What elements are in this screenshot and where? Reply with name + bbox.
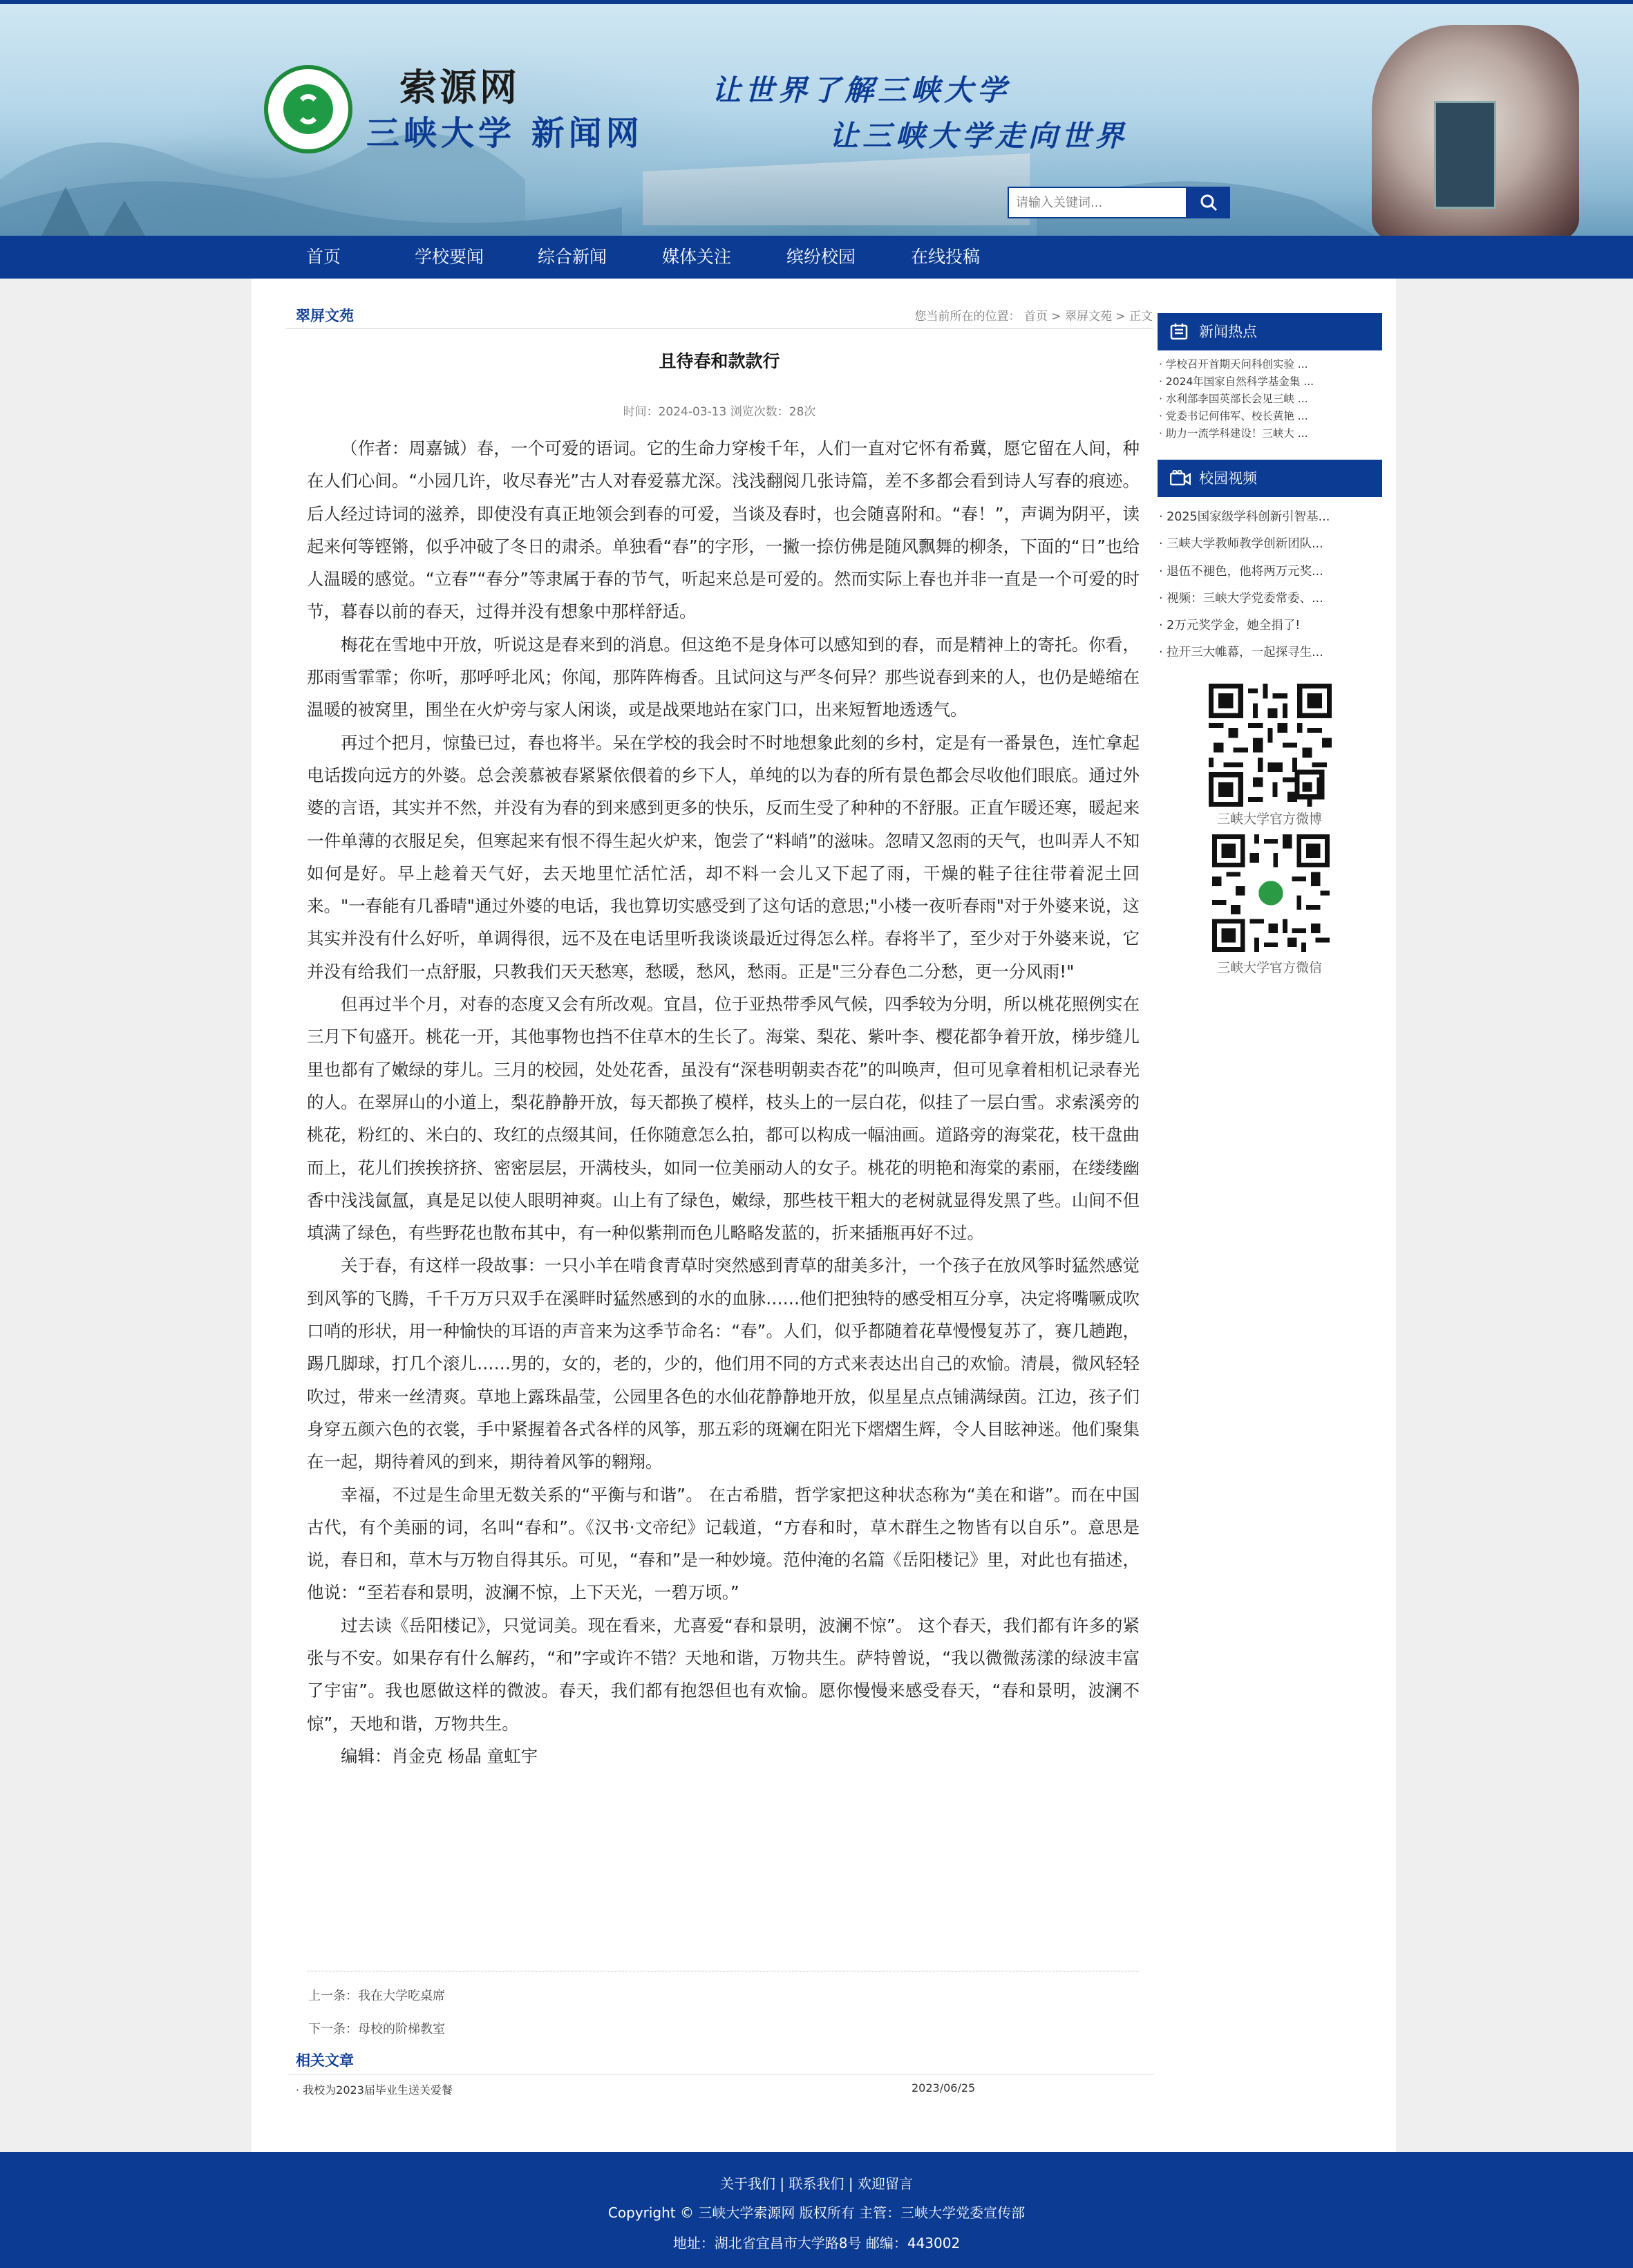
video-item[interactable]: · 2万元奖学金，她全捐了! — [1159, 619, 1301, 633]
article-paragraph: 梅花在雪地中开放，听说这是春来到的消息。但这绝不是身体可以感知到的春，而是精神上的寄托。你看，那雨雪霏霏；你听，那呼呼北风；你闻，那阵阵梅香。且试问这与严冬何异？那些说春到来的人，也仍是蜷缩在温暖的被窝里，围坐在火炉旁与家人闲谈，或是战栗地站在家门口，出来短暂地透透气。 — [307, 634, 1140, 720]
hot-news-item[interactable]: · 助力一流学科建设！三峡大 ... — [1159, 427, 1308, 440]
search-icon — [1200, 194, 1218, 212]
related-article-date: 2023/06/25 — [912, 2081, 976, 2094]
hot-news-item[interactable]: · 党委书记何伟军、校长黄艳 ... — [1159, 410, 1308, 422]
nav-media-focus[interactable]: 媒体关注 — [662, 247, 732, 267]
video-item[interactable]: · 视频：三峡大学党委常委、... — [1159, 591, 1323, 606]
site-subtitle: 三峡大学 新闻网 — [366, 114, 643, 153]
sidebar-hot-news-header — [1158, 313, 1382, 350]
article-paragraph: 幸福，不过是生命里无数关系的“平衡与和谐”。 在古希腊，哲学家把这种状态称为“美在和谐”。而在中国古代，有个美丽的词，名叫“春和”。《汉书·文帝纪》记载道，“方春和时，草木群生之物皆有以自乐”。意思是说，春日和，草木与万物自得其乐。可见，“春和”是一种妙境。范仲淹的名篇《岳阳楼记》里，对此也有描述，他说：“至若春和景明，波澜不惊，上下天光，一碧万顷。” — [307, 1484, 1140, 1603]
article-meta: 时间：2024-03-13 浏览次数：28次 — [623, 405, 816, 419]
related-article-link[interactable]: · 我校为2023届毕业生送关爱餐 — [296, 2083, 453, 2097]
sidebar-hot-news-title: 新闻热点 — [1199, 324, 1257, 340]
prev-article-link[interactable]: 上一条：我在大学吃桌席 — [308, 1989, 445, 2003]
video-item[interactable]: · 拉开三大帷幕，一起探寻生... — [1159, 646, 1323, 660]
video-list — [1159, 504, 1380, 667]
main-container — [252, 279, 1396, 2152]
logo-emblem-icon — [283, 84, 333, 134]
hot-news-item[interactable]: · 水利部李国英部长会见三峡 ... — [1159, 393, 1308, 405]
article-paragraph: （作者：周嘉铖）春，一个可爱的语词。它的生命力穿梭千年，人们一直对它怀有希冀，愿它留在人间，种在人们心间。“小园几许，收尽春光”古人对春爱慕尤深。浅浅翻阅几张诗篇，差不多都会看到诗人写春的痕迹。后人经过诗词的滋养，即使没有真正地领会到春的可爱，当谈及春时，也会随喜附和。“春！”，声调为阴平，读起来何等铿锵，似乎冲破了冬日的肃杀。单独看“春”的字形，一撇一捺仿佛是随风飘舞的柳条，下面的“日”也给人温暖的感觉。“立春”“春分”等隶属于春的节气，听起来总是可爱的。然而实际上春也并非一直是一个可爱的时节，暮春以前的春天，过得并没有想象中那样舒适。 — [307, 438, 1140, 622]
next-article-link[interactable]: 下一条：母校的阶梯教室 — [308, 2022, 445, 2036]
news-icon — [1170, 324, 1188, 340]
slogan-line-1: 让世界了解三峡大学 — [712, 73, 1011, 107]
header-banner — [0, 0, 1633, 236]
hot-news-list — [1159, 356, 1380, 442]
breadcrumb — [286, 298, 1153, 329]
article-paragraph: 但再过半个月，对春的态度又会有所改观。宜昌，位于亚热带季风气候，四季较为分明，所以桃花照例实在三月下旬盛开。桃花一开，其他事物也挡不住草木的生长了。海棠、梨花、紫叶李、樱花都争着开放，梯步缝儿里也都有了嫩绿的芽儿。三月的校园，处处花香，虽没有“深巷明朝卖杏花”的叫唤声，但可见拿着相机记录春光的人。在翠屏山的小道上，梨花静静开放，每天都换了模样，枝头上的一层白花，似挂了一层白雪。求索溪旁的桃花，粉红的、米白的、玫红的点缀其间，任你随意怎么拍，都可以构成一幅油画。道路旁的海棠花，枝干盘曲而上，花儿们挨挨挤挤、密密层层，开满枝头，如同一位美丽动人的女子。桃花的明艳和海棠的素丽，在缕缕幽香中浅浅氤氲，真是足以使人眼明神爽。山上有了绿色，嫩绿，那些枝干粗大的老树就显得发黑了些。山间不但填满了绿色，有些野花也散布其中，有一种似紫荆而色儿略略发蓝的，折来插瓶再好不过。 — [307, 994, 1140, 1244]
nav-submit-online[interactable]: 在线投稿 — [911, 247, 981, 267]
search-button[interactable] — [1187, 187, 1230, 218]
hot-news-item[interactable]: · 2024年国家自然科学基金集 ... — [1159, 375, 1314, 388]
university-logo[interactable] — [264, 65, 352, 153]
video-item[interactable]: · 三峡大学教师教学创新团队... — [1159, 537, 1323, 552]
sidebar-video-header — [1158, 460, 1382, 497]
related-articles-title: 相关文章 — [296, 2052, 354, 2069]
nav-school-news[interactable]: 学校要闻 — [415, 247, 484, 267]
search-input[interactable] — [1008, 187, 1187, 218]
sidebar-video-title: 校园视频 — [1199, 470, 1257, 487]
breadcrumb-path[interactable]: 您当前所在的位置： 首页 > 翠屏文苑 > 正文 — [914, 310, 1153, 324]
nav-campus-life[interactable]: 缤纷校园 — [786, 247, 856, 267]
video-item[interactable]: · 退伍不褪色，他将两万元奖... — [1159, 564, 1323, 579]
stone-plaque-image — [1434, 101, 1496, 209]
wechat-qr-caption: 三峡大学官方微信 — [1216, 960, 1322, 975]
slogan-line-2: 让三峡大学走向世界 — [829, 119, 1129, 153]
column-title[interactable]: 翠屏文苑 — [296, 308, 354, 324]
hot-news-item[interactable]: · 学校召开首期天问科创实验 ... — [1159, 358, 1308, 371]
wechat-qr-code — [1212, 834, 1330, 952]
nav-general-news[interactable]: 综合新闻 — [538, 247, 607, 267]
video-camera-icon — [1170, 470, 1191, 487]
footer-address: 地址：湖北省宜昌市大学路8号 邮编：443002 — [672, 2235, 961, 2251]
weibo-qr-caption: 三峡大学官方微博 — [1216, 812, 1322, 827]
footer-links[interactable]: 关于我们 | 联系我们 | 欢迎留言 — [720, 2175, 913, 2192]
weibo-qr-code — [1209, 684, 1332, 807]
article-paragraph: 关于春，有这样一段故事：一只小羊在啃食青草时突然感到青草的甜美多汁，一个孩子在放风筝时猛然感觉到风筝的飞腾，千千万万只双手在溪畔时猛然感到的水的血脉……他们把独特的感受相互分享，决定将嘴噘成吹口哨的形状，用一种愉快的耳语的声音来为这季节命名：“春”。人们，似乎都随着花草慢慢复苏了，赛几趟跑，踢几脚球，打几个滚儿……男的，女的，老的，少的，他们用不同的方式来表达出自己的欢愉。清晨，微风轻轻吹过，带来一丝清爽。草地上露珠晶莹，公园里各色的水仙花静静地开放，似星星点点铺满绿茵。江边，孩子们身穿五颜六色的衣裳，手中紧握着各式各样的风筝，那五彩的斑斓在阳光下熠熠生辉，令人目眩神迷。他们聚集在一起，期待着风的到来，期待着风筝的翱翔。 — [307, 1255, 1140, 1472]
article-editors: 编辑：肖金克 杨晶 童虹宇 — [341, 1745, 538, 1766]
article-paragraph: 再过个把月，惊蛰已过，春也将半。呆在学校的我会时不时地想象此刻的乡村，定是有一番景色，连忙拿起电话拨向远方的外婆。总会羡慕被春紧紧依偎着的乡下人，单纯的以为春的所有景色都会尽收他们眼底。通过外婆的言语，其实并不然，并没有为春的到来感到更多的快乐，反而生受了种种的不舒服。正直乍暖还寒，暖起来一件单薄的衣服足矣，但寒起来有恨不得生起火炉来，饱尝了“料峭”的滋味。忽晴又忽雨的天气，也叫弄人不知如何是好。早上趁着天气好，去天地里忙活忙活，却不料一会儿又下起了雨，干燥的鞋子往往带着泥土回来。"一春能有几番晴"通过外婆的电话，我也算切实感受到了这句话的意思;"小楼一夜听春雨"对于外婆来说，这其实并没有什么好听，单调得很，远不及在电话里听我谈谈最近过得怎么样。春将半了，至少对于外婆来说，它并没有给我们一点舒服，只教我们天天愁寒，愁暖，愁风，愁雨。正是"三分春色二分愁，更一分风雨!" — [307, 732, 1140, 982]
footer-copyright: Copyright © 三峡大学索源网 版权所有 主管：三峡大学党委宣传部 — [607, 2204, 1026, 2221]
article-body — [307, 432, 1140, 1772]
article-title: 且待春和款款行 — [659, 351, 780, 371]
nav-home[interactable]: 首页 — [306, 247, 341, 267]
site-title: 索源网 — [399, 65, 520, 109]
video-item[interactable]: · 2025国家级学科创新引智基... — [1159, 510, 1330, 524]
main-nav — [0, 236, 1633, 279]
footer — [0, 2152, 1633, 2268]
article-paragraph: 过去读《岳阳楼记》，只觉词美。现在看来，尤喜爱“春和景明，波澜不惊”。 这个春天，我们都有许多的紧张与不安。如果存有什么解药，“和”字或许不错？天地和谐，万物共生。萨特曾说，“我以微微荡漾的绿波丰富了宇宙”。我也愿做这样的微波。春天，我们都有抱怨但也有欢愉。愿你慢慢来感受春天，“春和景明，波澜不惊”，天地和谐，万物共生。 — [307, 1615, 1140, 1734]
